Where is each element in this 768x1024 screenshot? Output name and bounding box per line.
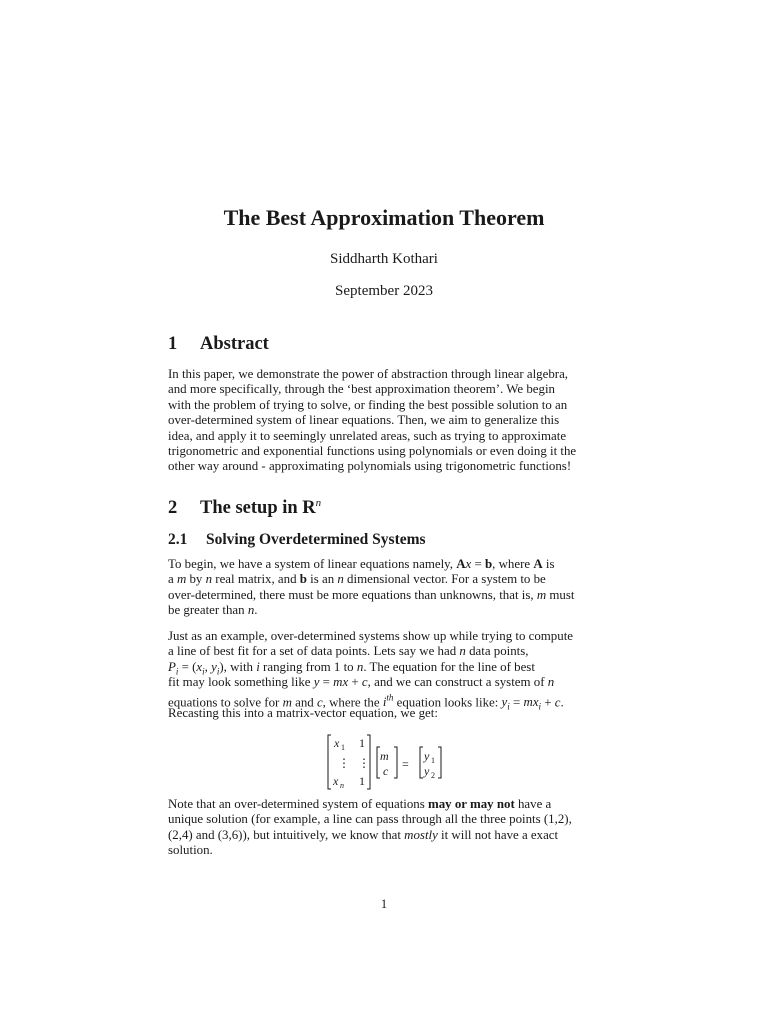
svg-text:2: 2: [431, 771, 435, 780]
text-line: $P_i = (x_i$, $y_i$), with i ranging from 1 to n. The equation for the line of best: [168, 659, 535, 677]
abstract-line: other way around - approximating polynomials using trigonometric functions!: [168, 459, 572, 474]
text-line: a m by n real matrix, and b is an n dimensional vector. For a system to be: [168, 572, 546, 587]
text-line: equations to solve for m and c, where the $i^{th}$ equation looks like: $y_i = mx_i + c$.: [168, 692, 564, 712]
section-title: The setup in R: [200, 498, 316, 519]
svg-text:1: 1: [341, 743, 345, 752]
svg-text:⋮: ⋮: [338, 756, 350, 770]
body-paragraph-1: [168, 557, 601, 619]
text-line: fit may look something like y = mx + c, and we can construct a system of n: [168, 675, 555, 690]
subsection-title: Solving Overdetermined Systems: [206, 531, 426, 548]
section-title-superscript: n: [315, 497, 322, 509]
svg-text:y: y: [424, 764, 430, 778]
section-number: 2: [168, 498, 178, 519]
svg-text:⋮: ⋮: [358, 756, 370, 770]
svg-text:x: x: [333, 774, 339, 788]
text-line: Recasting this into a matrix-vector equation, we get:: [168, 705, 438, 720]
text-line: (2,4) and (3,6)), but intuitively, we know that mostly it will not have a exact: [168, 827, 559, 842]
paper-title: The Best Approximation Theorem: [223, 205, 545, 230]
section-heading-setup: [168, 497, 321, 519]
svg-text:1: 1: [359, 736, 365, 750]
subsection-heading: [168, 531, 426, 549]
text-line: Just as an example, over-determined systems show up while trying to compute: [168, 629, 573, 643]
svg-text:c: c: [383, 764, 389, 778]
svg-text:1: 1: [431, 756, 435, 765]
text-line: To begin, we have a system of linear equations namely, Ax = b, where A is: [168, 557, 555, 571]
text-line: solution.: [168, 843, 213, 858]
abstract-paragraph: [168, 367, 601, 475]
page-number: 1: [380, 897, 388, 911]
svg-text:1: 1: [359, 774, 365, 788]
abstract-line: over-determined system of linear equations. Then, we aim to generalize this: [168, 413, 560, 428]
text-line: over-determined, there must be more equations than unknowns, that is, m must: [168, 587, 575, 602]
body-paragraph-2: [168, 629, 601, 721]
abstract-line: and more specifically, through the ‘best approximation theorem’. We begin: [168, 382, 555, 397]
text-line: be greater than n.: [168, 603, 258, 618]
section-title: Abstract: [200, 334, 269, 354]
abstract-line: idea, and apply it to seemingly unrelated areas, such as trying to approximate: [168, 428, 567, 443]
subsection-number: 2.1: [168, 531, 188, 548]
abstract-line: with the problem of trying to solve, or finding the best possible solution to an: [168, 397, 568, 412]
svg-text:y: y: [424, 749, 430, 763]
matrix-equation: [324, 732, 454, 792]
section-heading-abstract: [168, 334, 269, 355]
text-line: Note that an over-determined system of equations may or may not have a: [168, 797, 552, 811]
author-name: Siddharth Kothari: [330, 251, 438, 267]
svg-text:x: x: [334, 736, 340, 750]
svg-text:n: n: [340, 781, 344, 790]
text-line: unique solution (for example, a line can pass through all the three points (1,2),: [168, 812, 572, 827]
abstract-line: In this paper, we demonstrate the power of abstraction through linear algebra,: [168, 367, 569, 381]
abstract-line: trigonometric and exponential functions using polynomials or even doing it the: [168, 443, 577, 458]
section-number: 1: [168, 334, 178, 354]
publication-date: September 2023: [335, 283, 433, 299]
svg-text:m: m: [380, 749, 389, 763]
body-paragraph-3: [168, 797, 601, 859]
svg-text:=: =: [402, 757, 409, 771]
text-line: a line of best fit for a set of data points. Lets say we had n data points,: [168, 644, 529, 659]
